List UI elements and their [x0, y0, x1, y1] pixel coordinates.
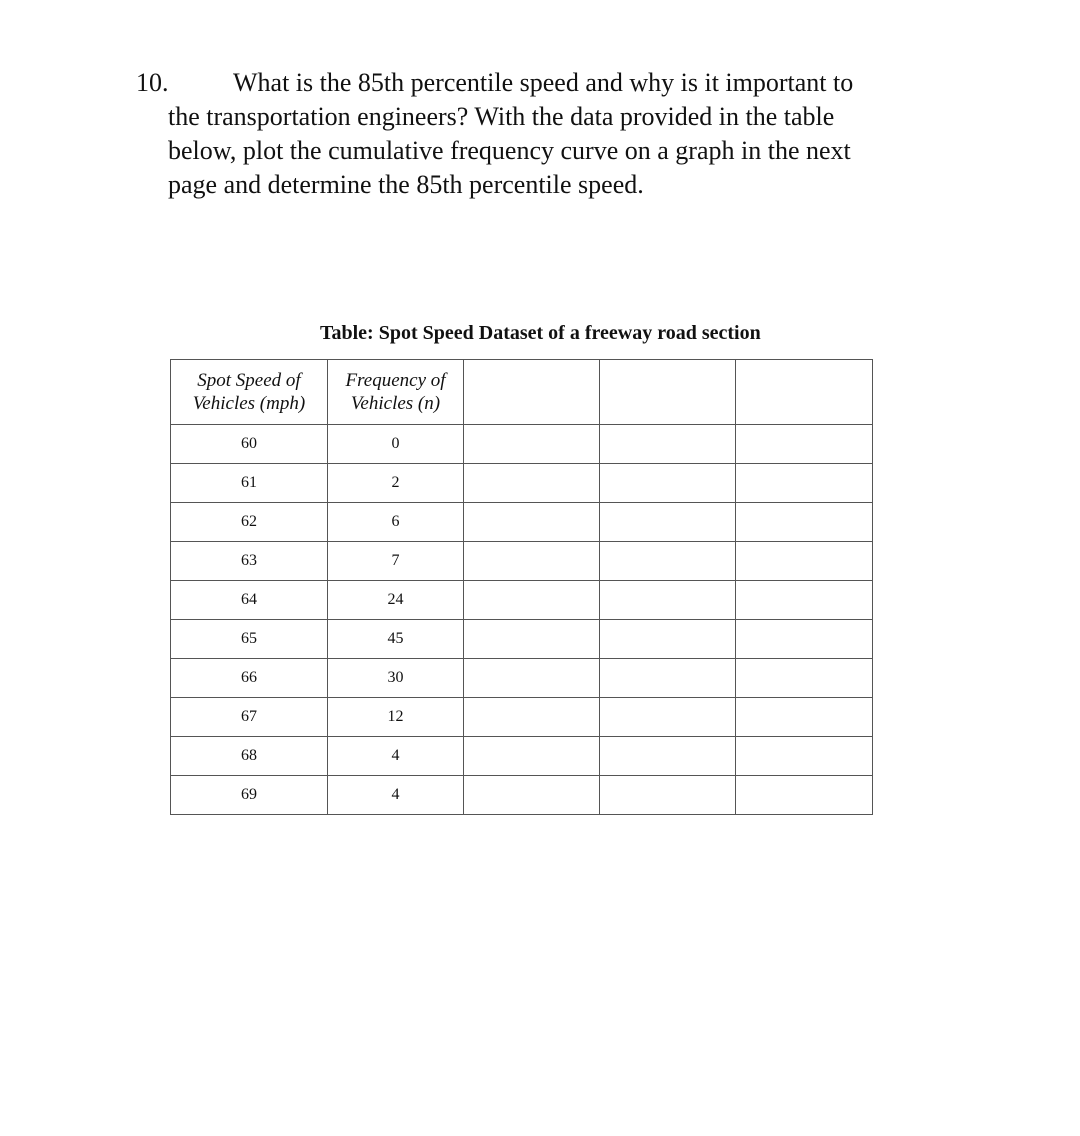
blank-cell — [464, 542, 600, 581]
table-row — [171, 542, 873, 581]
table-row — [171, 464, 873, 503]
blank-cell — [600, 464, 736, 503]
table-row — [171, 659, 873, 698]
blank-cell — [736, 737, 873, 776]
blank-cell — [736, 659, 873, 698]
blank-cell — [464, 659, 600, 698]
question-line-4: page and determine the 85th percentile speed. — [168, 170, 644, 199]
table-row — [171, 620, 873, 659]
speed-cell: 67 — [171, 698, 328, 737]
blank-cell — [600, 581, 736, 620]
table-row — [171, 581, 873, 620]
header-frequency-line1: Frequency of — [345, 370, 446, 391]
blank-cell — [600, 659, 736, 698]
blank-cell — [736, 620, 873, 659]
frequency-cell: 2 — [328, 464, 464, 503]
header-frequency — [328, 360, 464, 425]
header-spot-speed-line2: Vehicles (mph) — [192, 393, 306, 414]
frequency-cell: 24 — [328, 581, 464, 620]
table-row — [171, 698, 873, 737]
header-blank-cell — [736, 360, 873, 425]
frequency-cell: 45 — [328, 620, 464, 659]
speed-cell: 60 — [171, 425, 328, 464]
blank-cell — [600, 425, 736, 464]
frequency-cell: 0 — [328, 425, 464, 464]
frequency-cell: 4 — [328, 776, 464, 815]
frequency-cell: 6 — [328, 503, 464, 542]
blank-cell — [600, 737, 736, 776]
blank-cell — [464, 698, 600, 737]
question-text — [136, 66, 956, 202]
table-header-row — [171, 360, 873, 425]
spot-speed-table — [170, 359, 873, 815]
header-blank-cell — [600, 360, 736, 425]
blank-cell — [600, 620, 736, 659]
frequency-cell: 7 — [328, 542, 464, 581]
question-line-1-text: What is the 85th percentile speed and why is it important to — [233, 68, 854, 97]
speed-cell: 65 — [171, 620, 328, 659]
speed-cell: 66 — [171, 659, 328, 698]
blank-cell — [464, 776, 600, 815]
blank-cell — [600, 542, 736, 581]
blank-cell — [600, 503, 736, 542]
blank-cell — [736, 581, 873, 620]
blank-cell — [600, 698, 736, 737]
header-spot-speed-line1: Spot Speed of — [197, 370, 301, 391]
blank-cell — [464, 737, 600, 776]
speed-cell: 68 — [171, 737, 328, 776]
speed-cell: 61 — [171, 464, 328, 503]
speed-cell: 64 — [171, 581, 328, 620]
blank-cell — [736, 542, 873, 581]
blank-cell — [464, 425, 600, 464]
header-frequency-line2: Vehicles (n) — [350, 393, 441, 414]
question-line-3: below, plot the cumulative frequency curve on a graph in the next — [168, 136, 851, 165]
question-line-2: the transportation engineers? With the data provided in the table — [168, 102, 835, 131]
blank-cell — [464, 620, 600, 659]
blank-cell — [600, 776, 736, 815]
blank-cell — [736, 464, 873, 503]
blank-cell — [736, 776, 873, 815]
blank-cell — [736, 425, 873, 464]
header-spot-speed — [171, 360, 328, 425]
blank-cell — [736, 503, 873, 542]
question-number: 10. — [136, 68, 169, 97]
speed-cell: 63 — [171, 542, 328, 581]
blank-cell — [736, 698, 873, 737]
table-row — [171, 503, 873, 542]
blank-cell — [464, 503, 600, 542]
speed-cell: 62 — [171, 503, 328, 542]
speed-cell: 69 — [171, 776, 328, 815]
table-row — [171, 425, 873, 464]
table-row — [171, 737, 873, 776]
table-row — [171, 776, 873, 815]
frequency-cell: 4 — [328, 737, 464, 776]
frequency-cell: 12 — [328, 698, 464, 737]
blank-cell — [464, 464, 600, 503]
table-title: Table: Spot Speed Dataset of a freeway road section — [320, 322, 761, 344]
header-blank-cell — [464, 360, 600, 425]
question-line-1 — [136, 66, 956, 100]
blank-cell — [464, 581, 600, 620]
frequency-cell: 30 — [328, 659, 464, 698]
